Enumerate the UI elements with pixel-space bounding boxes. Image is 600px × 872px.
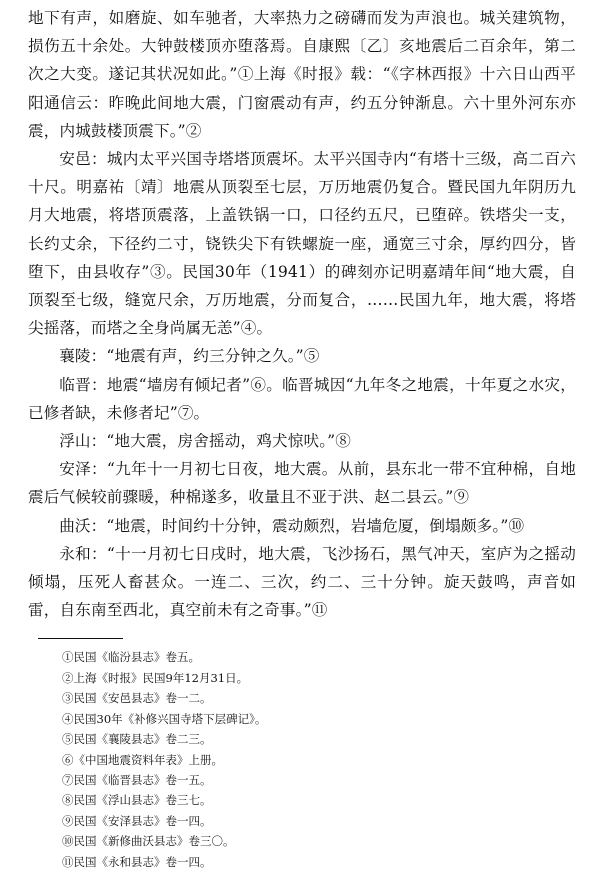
paragraph-xiangling: 襄陵：“地震有声，约三分钟之久。”⑤	[59, 347, 320, 366]
paragraph-anze: 安泽：“九年十一月初七日夜，地大震。从前，县东北一带不宜种棉，自地震后气候较前骤暖，种棉遂多，收量且不亚于洪、赵二县云。”⑨	[28, 460, 576, 507]
footnote-item: ⑦民国《临晋县志》卷一五。	[62, 772, 212, 787]
paragraph-linjin: 临晋：地震“墙房有倾圮者”⑥。临晋城因“九年冬之地震，十年夏之水灾，已修者缺，未修者圮”⑦。	[28, 375, 576, 422]
body-text	[28, 4, 576, 624]
paragraph-quwo: 曲沃：“地震，时间约十分钟，震动颇烈，岩墙危厦，倒塌颇多。”⑩	[59, 516, 525, 535]
footnote-item: ⑩民国《新修曲沃县志》卷三〇。	[62, 834, 235, 849]
footnote-divider	[38, 638, 123, 639]
paragraph-yonghe: 永和：“十一月初七日戌时，地大震，飞沙扬石，黑气冲天，室庐为之摇动倾塌，压死人畜甚众。一连二、三次，约二、三十分钟。旋天鼓鸣，声音如雷，自东南至西北，真空前未有之奇事。”⑪	[28, 544, 576, 620]
footnote-list	[28, 647, 576, 871]
footnote-item: ⑧民国《浮山县志》卷三七。	[62, 793, 212, 808]
paragraph-anyi: 安邑：城内太平兴国寺塔塔顶震坏。太平兴国寺内“有塔十三级，高二百六十尺。明嘉祐〔靖〕地震从顶裂至七层，万历地震仍复合。暨民国九年阴历九月大地震，将塔顶震落，上盖铁锅一口，口径约五尺，已堕碎。铁塔尖一支，长约丈余，下径约二寸，铙铁尖下有铁螺旋一座，通宽三寸余，厚约四分，皆堕下，由县收存”③。民国30年（1941）的碑刻亦记明嘉靖年间“地大震，自顶裂至七级，缝宽尺余，万历地震，分而复合，……民国九年，地大震，将塔尖摇落，而塔之全身尚属无恙”④。	[28, 150, 576, 338]
footnote-item: ⑪民国《永和县志》卷一四。	[62, 854, 212, 869]
footnote-item: ④民国30年《补修兴国寺塔下层碑记》。	[62, 711, 267, 726]
paragraph-linfen-continued: 地下有声，如磨旋、如车驰者，大率热力之磅礴而发为声浪也。城关建筑物，损伤五十余处。大钟鼓楼顶亦堕落焉。自康熙〔乙〕亥地震后二百余年，第二次之大变。遂记其状况如此。”①上海《时报》载：“《字林西报》十六日山西平阳通信云：昨晚此间地大震，门窗震动有声，约五分钟渐息。六十里外河东亦震，内城鼓楼顶震下。”②	[28, 9, 576, 140]
footnote-item: ⑨民国《安泽县志》卷一四。	[62, 813, 212, 828]
footnote-item: ①民国《临汾县志》卷五。	[62, 650, 200, 665]
footnote-item: ③民国《安邑县志》卷一二。	[62, 691, 212, 706]
footnote-item: ⑥《中国地震资料年表》上册。	[62, 752, 223, 767]
paragraph-fushan: 浮山：“地大震，房舍摇动，鸡犬惊吠。”⑧	[59, 432, 352, 451]
footnote-item: ②上海《时报》民国9年12月31日。	[62, 670, 249, 685]
footnote-item: ⑤民国《襄陵县志》卷二三。	[62, 732, 212, 747]
